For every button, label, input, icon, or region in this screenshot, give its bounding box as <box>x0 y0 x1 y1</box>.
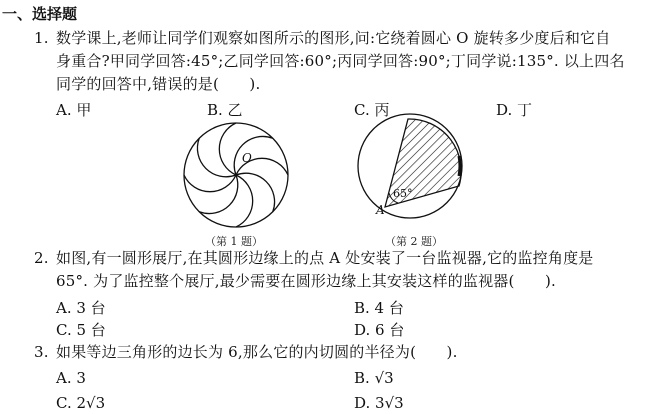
q2-line-2: 65°. 为了监控整个展厅,最少需要在圆形边缘上其安装这样的监视器( ). <box>56 272 556 290</box>
q2-option-c[interactable]: C. 5 台 <box>56 321 106 339</box>
fig1-center-label: O <box>242 151 252 165</box>
q3-option-b[interactable] <box>354 369 394 387</box>
q3-option-c[interactable] <box>56 394 105 412</box>
q1-option-b[interactable]: B. 乙 <box>207 101 243 119</box>
fig2-point-label: A <box>376 203 385 217</box>
q1-option-c[interactable]: C. 丙 <box>354 101 390 119</box>
fig1-caption: （第 1 题） <box>205 235 263 248</box>
q3-option-d-prefix: D. 3 <box>354 394 385 412</box>
q1-option-a[interactable]: A. 甲 <box>56 101 92 119</box>
section-title: 一、选择题 <box>2 5 78 23</box>
q2-option-a[interactable]: A. 3 台 <box>56 299 106 317</box>
fig2-angle-label: 65° <box>393 187 413 200</box>
q2-option-b[interactable]: B. 4 台 <box>354 299 404 317</box>
q1-number: 1. <box>34 29 49 47</box>
q2-number: 2. <box>34 249 49 267</box>
q3-option-c-prefix: C. 2 <box>56 394 87 412</box>
fig2-caption: （第 2 题） <box>385 235 443 248</box>
sqrt-symbol: √ <box>384 394 395 412</box>
q3-number: 3. <box>34 343 49 361</box>
q3-option-d-radicand: 3 <box>394 394 404 412</box>
q3-option-c-radicand: 3 <box>95 394 106 412</box>
sqrt-symbol: √ <box>86 394 96 412</box>
sqrt-symbol: √ <box>374 369 385 387</box>
q1-line-3: 同学的回答中,错误的是( ). <box>56 75 261 93</box>
fig2-arc-mark <box>459 156 460 176</box>
q2-line-1: 如图,有一圆形展厅,在其圆形边缘上的点 A 处安装了一台监视器,它的监控角度是 <box>56 249 594 267</box>
q1-line-1: 数学课上,老师让同学们观察如图所示的图形,问:它绕着圆心 O 旋转多少度后和它自 <box>56 29 611 47</box>
q3-option-b-prefix: B. <box>354 369 375 387</box>
q1-option-d[interactable]: D. 丁 <box>496 101 533 119</box>
q1-line-2: 身重合?甲同学回答:45°;乙同学回答:60°;丙同学回答:90°;丁同学说:135°. 以上四名 <box>56 52 625 70</box>
q3-option-b-radicand: 3 <box>384 369 394 387</box>
q3-option-d[interactable] <box>354 394 404 412</box>
q3-option-a[interactable]: A. 3 <box>56 369 86 387</box>
q2-option-d[interactable]: D. 6 台 <box>354 321 405 339</box>
q3-line-1: 如果等边三角形的边长为 6,那么它的内切圆的半径为( ). <box>56 343 458 361</box>
